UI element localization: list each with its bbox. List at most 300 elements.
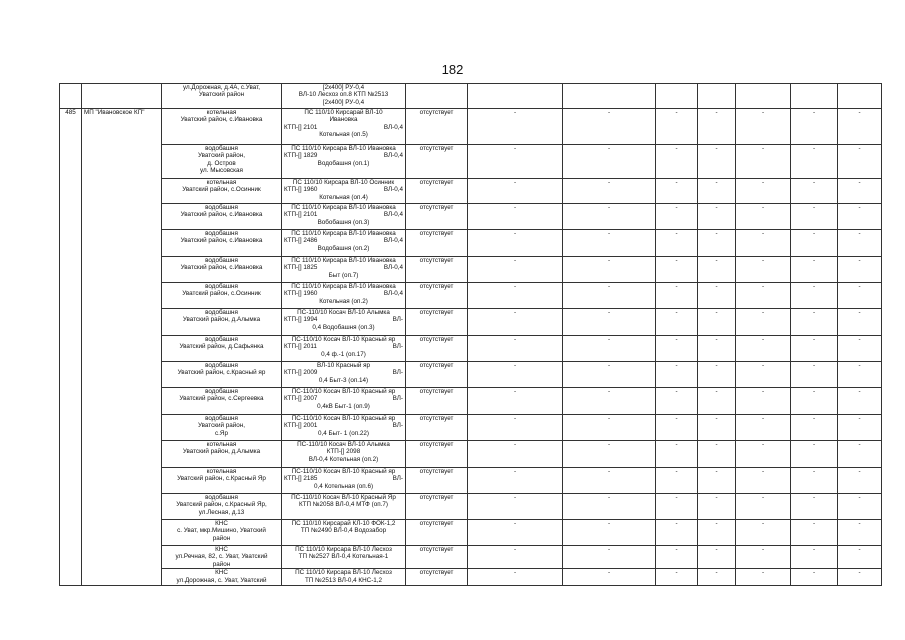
source-line: Водобашня (оп.2) xyxy=(317,244,370,252)
value-cell: - xyxy=(736,546,791,569)
text-line: водобашня xyxy=(205,336,238,343)
location-cell xyxy=(162,388,282,415)
value-cell: - xyxy=(563,569,656,586)
text-line: водобашня xyxy=(205,362,238,369)
value-cell: - xyxy=(791,546,838,569)
source-line xyxy=(284,316,403,323)
row-number: 485 xyxy=(60,109,82,586)
source-line xyxy=(284,237,403,244)
source-line: ТП №2490 ВЛ-0,4 Водозабор xyxy=(300,527,387,535)
text-line: Уватский район, д.Алымка xyxy=(182,316,261,324)
source-line xyxy=(284,264,403,271)
power-source-cell xyxy=(282,415,406,441)
source-line: ПС 110/10 Кирсарай ВЛ-10 xyxy=(304,109,383,116)
value-cell: - xyxy=(698,569,736,586)
empty-cell xyxy=(698,84,736,109)
source-line: Котельная (оп.2) xyxy=(319,297,368,305)
value-cell: - xyxy=(468,257,563,283)
status-cell: отсутствует xyxy=(406,569,468,586)
value-cell: - xyxy=(563,257,656,283)
text-line: Уватский район, с.Ивановка xyxy=(180,116,263,124)
text-line: ул.Дорожная, д.4А, с.Уват, xyxy=(182,84,261,91)
power-source-cell xyxy=(282,204,406,230)
value-cell: - xyxy=(468,145,563,179)
value-cell: - xyxy=(563,204,656,230)
text-line: Уватский район, д.Сафьянка xyxy=(179,343,264,351)
location-cell xyxy=(162,179,282,204)
source-line xyxy=(284,124,403,131)
value-cell: - xyxy=(838,468,882,494)
empty-cell xyxy=(736,84,791,109)
value-cell: - xyxy=(468,546,563,569)
value-cell: - xyxy=(791,204,838,230)
source-line: ПС 110/10 Кирсара ВЛ-10 Осинник xyxy=(292,179,395,186)
source-line xyxy=(284,186,403,193)
status-cell: отсутствует xyxy=(406,204,468,230)
power-source-cell xyxy=(282,569,406,586)
text-line: КНС xyxy=(215,546,228,553)
value-cell: - xyxy=(468,569,563,586)
source-line: ПС 110/10 Кирсара ВЛ-10 Ивановка xyxy=(291,283,396,290)
value-cell: - xyxy=(656,520,698,546)
table-row xyxy=(60,109,882,145)
power-source-cell xyxy=(282,546,406,569)
value-cell: - xyxy=(736,441,791,468)
value-cell: - xyxy=(791,468,838,494)
status-cell: отсутствует xyxy=(406,362,468,388)
location-cell xyxy=(162,362,282,388)
source-part: КТП-[] 2009 xyxy=(284,369,318,377)
location-cell xyxy=(162,415,282,441)
table-row xyxy=(60,546,882,569)
text-line: ул. Мысовская xyxy=(200,167,243,175)
source-line: ПС-110/10 Косач ВЛ-10 Красный Яр xyxy=(291,494,396,501)
power-source-cell xyxy=(282,362,406,388)
value-cell: - xyxy=(563,179,656,204)
status-cell: отсутствует xyxy=(406,415,468,441)
value-cell: - xyxy=(656,230,698,257)
source-line: [2х400] РУ-0,4 xyxy=(322,98,365,106)
source-line: ПС-110/10 Косач ВЛ-10 Красный яр xyxy=(291,415,396,422)
value-cell: - xyxy=(468,336,563,362)
source-line: [2х400] РУ-0,4 xyxy=(322,84,365,91)
value-cell: - xyxy=(656,257,698,283)
location-cell xyxy=(162,283,282,309)
status-cell: отсутствует xyxy=(406,494,468,520)
value-cell: - xyxy=(563,109,656,145)
table-row xyxy=(60,494,882,520)
text-line: ул.Дорожная, с. Уват, Уватский xyxy=(176,576,267,584)
value-cell: - xyxy=(563,415,656,441)
value-cell: - xyxy=(736,520,791,546)
value-cell: - xyxy=(791,336,838,362)
source-part: КТП-[] 2001 xyxy=(284,422,318,430)
status-cell: отсутствует xyxy=(406,257,468,283)
value-cell: - xyxy=(656,494,698,520)
value-cell: - xyxy=(698,309,736,336)
value-cell: - xyxy=(736,283,791,309)
status-cell: отсутствует xyxy=(406,520,468,546)
value-cell: - xyxy=(563,441,656,468)
text-line: Уватский район, с.Красный Яр, xyxy=(176,501,267,509)
power-source-cell xyxy=(282,520,406,546)
value-cell: - xyxy=(838,309,882,336)
value-cell: - xyxy=(698,468,736,494)
source-part: ВЛ-0,4 xyxy=(383,186,403,194)
value-cell: - xyxy=(698,109,736,145)
value-cell: - xyxy=(656,388,698,415)
value-cell: - xyxy=(656,179,698,204)
status-cell: отсутствует xyxy=(406,441,468,468)
source-line xyxy=(284,369,403,376)
value-cell: - xyxy=(791,494,838,520)
source-part: ВЛ- xyxy=(392,316,403,324)
source-line: ПС 110/10 Кирсара ВЛ-10 Ивановка xyxy=(291,257,396,264)
source-line xyxy=(284,475,403,482)
source-part: ВЛ- xyxy=(392,475,403,483)
text-line: с.Яр xyxy=(215,429,228,437)
text-line: с. Уват, мкр.Мишино, Уватский xyxy=(177,527,266,535)
location-cell xyxy=(162,84,282,109)
value-cell: - xyxy=(838,204,882,230)
source-part: ВЛ-0,4 xyxy=(383,152,403,160)
source-line: 0,4 Котельная (оп.6) xyxy=(313,482,374,490)
table-row xyxy=(60,520,882,546)
status-cell: отсутствует xyxy=(406,388,468,415)
value-cell: - xyxy=(468,388,563,415)
value-cell: - xyxy=(791,415,838,441)
value-cell: - xyxy=(736,388,791,415)
source-line: ТП №2513 ВЛ-0,4 КНС-1,2 xyxy=(304,576,383,584)
text-line: район xyxy=(212,560,231,568)
text-line: Уватский район, с.Сергеевка xyxy=(179,395,264,403)
value-cell: - xyxy=(656,309,698,336)
text-line: Уватский район, с.Красный яр xyxy=(177,369,266,377)
source-line xyxy=(284,152,403,159)
text-line: Уватский район, xyxy=(197,152,246,160)
value-cell: - xyxy=(838,415,882,441)
source-part: ВЛ- xyxy=(392,422,403,430)
status-cell: отсутствует xyxy=(406,230,468,257)
source-line: 0,4 Быт- 1 (оп.22) xyxy=(317,429,369,437)
value-cell: - xyxy=(656,569,698,586)
organization-name: МП "Ивановское КП" xyxy=(82,109,162,586)
value-cell: - xyxy=(736,179,791,204)
value-cell: - xyxy=(656,204,698,230)
source-part: ВЛ- xyxy=(392,343,403,351)
value-cell: - xyxy=(656,336,698,362)
text-line: водобашня xyxy=(205,415,238,422)
source-part: КТП-[] 1960 xyxy=(284,186,318,194)
source-line xyxy=(284,211,403,218)
value-cell: - xyxy=(468,309,563,336)
text-line: Уватский район, д.Алымка xyxy=(182,448,261,456)
number-cell xyxy=(60,84,82,109)
source-line: ПС 110/10 Кирсара ВЛ-10 Ивановка xyxy=(291,230,396,237)
text-line: Уватский район, с.Красный Яр xyxy=(177,475,266,483)
status-cell: отсутствует xyxy=(406,109,468,145)
value-cell: - xyxy=(468,415,563,441)
value-cell: - xyxy=(698,230,736,257)
value-cell: - xyxy=(656,441,698,468)
source-line: Водобашня (оп.1) xyxy=(317,159,370,167)
value-cell: - xyxy=(698,257,736,283)
source-part: КТП-[] 2486 xyxy=(284,237,318,245)
source-line: ПС-110/10 Косач ВЛ-10 Алымка xyxy=(297,309,390,316)
value-cell: - xyxy=(698,362,736,388)
table-row xyxy=(60,204,882,230)
table-row xyxy=(60,283,882,309)
empty-cell xyxy=(791,84,838,109)
source-line: 0,4 ф.-1 (оп.17) xyxy=(321,350,366,358)
value-cell: - xyxy=(656,109,698,145)
value-cell: - xyxy=(656,415,698,441)
empty-cell xyxy=(656,84,698,109)
value-cell: - xyxy=(656,362,698,388)
power-source-cell xyxy=(282,336,406,362)
value-cell: - xyxy=(468,204,563,230)
value-cell: - xyxy=(468,520,563,546)
source-line: ТП №2527 ВЛ-0,4 Котельная-1 xyxy=(298,553,389,561)
value-cell: - xyxy=(736,336,791,362)
value-cell: - xyxy=(698,283,736,309)
value-cell: - xyxy=(791,257,838,283)
value-cell: - xyxy=(698,204,736,230)
location-cell xyxy=(162,569,282,586)
text-line: Уватский район, xyxy=(197,422,246,430)
location-cell xyxy=(162,145,282,179)
location-cell xyxy=(162,546,282,569)
text-line: КНС xyxy=(215,569,228,577)
power-supply-table xyxy=(59,83,882,586)
location-cell xyxy=(162,109,282,145)
power-source-cell xyxy=(282,179,406,204)
value-cell: - xyxy=(736,468,791,494)
power-source-cell xyxy=(282,230,406,257)
source-line: ПС-110/10 Косач ВЛ-10 Красный яр xyxy=(291,388,396,395)
table-row xyxy=(60,84,882,109)
source-line xyxy=(284,343,403,350)
value-cell: - xyxy=(791,230,838,257)
power-source-cell xyxy=(282,257,406,283)
empty-cell xyxy=(468,84,563,109)
location-cell xyxy=(162,230,282,257)
value-cell: - xyxy=(563,388,656,415)
text-line: котельная xyxy=(206,441,237,448)
source-part: ВЛ-0,4 xyxy=(383,211,403,219)
location-cell xyxy=(162,336,282,362)
table-row xyxy=(60,230,882,257)
source-line xyxy=(284,290,403,297)
status-cell: отсутствует xyxy=(406,309,468,336)
empty-cell xyxy=(563,84,656,109)
power-source-cell xyxy=(282,84,406,109)
power-source-cell xyxy=(282,494,406,520)
value-cell: - xyxy=(468,494,563,520)
value-cell: - xyxy=(736,230,791,257)
source-line: ПС 110/10 Кирсарай КЛ-10 ФОК-1,2 xyxy=(291,520,396,527)
value-cell: - xyxy=(791,309,838,336)
value-cell: - xyxy=(563,546,656,569)
value-cell: - xyxy=(468,179,563,204)
value-cell: - xyxy=(838,109,882,145)
source-line: ВЛ-10 Лесхоз оп.8 КТП №2513 xyxy=(298,91,389,99)
value-cell: - xyxy=(468,230,563,257)
table-row xyxy=(60,179,882,204)
value-cell: - xyxy=(791,362,838,388)
value-cell: - xyxy=(656,283,698,309)
location-cell xyxy=(162,309,282,336)
value-cell: - xyxy=(468,441,563,468)
source-line: Ивановка xyxy=(329,116,358,124)
status-cell: отсутствует xyxy=(406,468,468,494)
table-row xyxy=(60,388,882,415)
value-cell: - xyxy=(563,283,656,309)
value-cell: - xyxy=(468,109,563,145)
table-row xyxy=(60,336,882,362)
source-line: ПС 110/10 Кирсара ВЛ-10 Лесхоз xyxy=(295,546,392,553)
text-line: водобашня xyxy=(205,309,238,316)
value-cell: - xyxy=(791,179,838,204)
text-line: КНС xyxy=(215,520,228,527)
value-cell: - xyxy=(791,109,838,145)
value-cell: - xyxy=(656,468,698,494)
source-part: ВЛ-0,4 xyxy=(383,290,403,298)
source-part: ВЛ- xyxy=(392,395,403,403)
value-cell: - xyxy=(791,569,838,586)
text-line: Уватский район, с.Осинник xyxy=(182,186,261,194)
value-cell: - xyxy=(838,336,882,362)
value-cell: - xyxy=(736,109,791,145)
value-cell: - xyxy=(563,362,656,388)
value-cell: - xyxy=(736,257,791,283)
source-part: КТП-[] 2101 xyxy=(284,123,318,131)
source-part: ВЛ-0,4 xyxy=(383,264,403,272)
power-source-cell xyxy=(282,468,406,494)
value-cell: - xyxy=(468,362,563,388)
power-source-cell xyxy=(282,309,406,336)
value-cell: - xyxy=(468,468,563,494)
value-cell: - xyxy=(563,309,656,336)
text-line: Уватский район, с.Ивановка xyxy=(180,237,263,245)
table-row xyxy=(60,415,882,441)
text-line: водобашня xyxy=(205,283,238,290)
value-cell: - xyxy=(468,283,563,309)
value-cell: - xyxy=(791,145,838,179)
source-part: КТП-[] 2185 xyxy=(284,475,318,483)
table-row xyxy=(60,309,882,336)
value-cell: - xyxy=(838,145,882,179)
location-cell xyxy=(162,520,282,546)
location-cell xyxy=(162,257,282,283)
table-row xyxy=(60,145,882,179)
power-source-cell xyxy=(282,283,406,309)
value-cell: - xyxy=(563,230,656,257)
source-line: КТП-[] 2098 xyxy=(326,448,361,456)
power-source-cell xyxy=(282,109,406,145)
value-cell: - xyxy=(838,283,882,309)
value-cell: - xyxy=(563,520,656,546)
value-cell: - xyxy=(838,441,882,468)
status-cell: отсутствует xyxy=(406,179,468,204)
value-cell: - xyxy=(791,283,838,309)
value-cell: - xyxy=(838,257,882,283)
text-line: Уватский район xyxy=(198,91,245,99)
text-line: водобашня xyxy=(205,204,238,211)
source-line: Быт (оп.7) xyxy=(328,271,359,279)
value-cell: - xyxy=(736,309,791,336)
source-line: Котельная (оп.5) xyxy=(319,131,368,139)
text-line: водобашня xyxy=(205,230,238,237)
source-part: КТП-[] 2007 xyxy=(284,395,318,403)
text-line: Уватский район, с.Ивановка xyxy=(180,264,263,272)
text-line: ул.Лесная, д.13 xyxy=(198,508,245,516)
power-source-cell xyxy=(282,441,406,468)
value-cell: - xyxy=(563,468,656,494)
status-cell: отсутствует xyxy=(406,546,468,569)
value-cell: - xyxy=(838,494,882,520)
source-line: Вобобашня (оп.3) xyxy=(317,218,370,226)
location-cell xyxy=(162,441,282,468)
source-part: КТП-[] 2101 xyxy=(284,211,318,219)
value-cell: - xyxy=(791,520,838,546)
value-cell: - xyxy=(838,388,882,415)
status-cell: отсутствует xyxy=(406,336,468,362)
table-row xyxy=(60,441,882,468)
value-cell: - xyxy=(563,494,656,520)
value-cell: - xyxy=(736,204,791,230)
value-cell: - xyxy=(838,179,882,204)
source-line: ВЛ-0,4 Котельная (оп.2) xyxy=(308,455,379,463)
text-line: Уватский район, с.Осинник xyxy=(182,290,261,298)
value-cell: - xyxy=(698,145,736,179)
text-line: котельная xyxy=(206,109,237,116)
source-part: КТП-[] 1825 xyxy=(284,264,318,272)
value-cell: - xyxy=(736,362,791,388)
source-part: ВЛ-0,4 xyxy=(383,237,403,245)
text-line: Уватский район, с.Ивановка xyxy=(180,211,263,219)
status-cell: отсутствует xyxy=(406,283,468,309)
value-cell: - xyxy=(838,362,882,388)
source-part: КТП-[] 1829 xyxy=(284,152,318,160)
text-line: д. Остров xyxy=(207,159,236,167)
source-line: ПС 110/10 Кирсара ВЛ-10 Лесхоз xyxy=(295,569,392,577)
text-line: водобашня xyxy=(205,494,238,501)
value-cell: - xyxy=(698,520,736,546)
source-line: ПС 110/10 Кирсара ВЛ-10 Ивановка xyxy=(291,145,396,152)
source-line: ПС-110/10 Косач ВЛ-10 Красный яр xyxy=(291,468,396,475)
value-cell: - xyxy=(656,546,698,569)
value-cell: - xyxy=(838,569,882,586)
source-line: 0,4кВ Быт-1 (оп.9) xyxy=(317,402,370,410)
value-cell: - xyxy=(698,546,736,569)
source-part: ВЛ- xyxy=(392,369,403,377)
value-cell: - xyxy=(698,494,736,520)
value-cell: - xyxy=(698,388,736,415)
source-part: КТП-[] 1994 xyxy=(284,316,318,324)
source-part: ВЛ-0,4 xyxy=(383,123,403,131)
value-cell: - xyxy=(563,145,656,179)
value-cell: - xyxy=(791,388,838,415)
value-cell: - xyxy=(736,145,791,179)
text-line: котельная xyxy=(206,468,237,475)
source-line: 0,4 Быт-3 (оп.14) xyxy=(318,376,369,384)
value-cell: - xyxy=(838,520,882,546)
location-cell xyxy=(162,204,282,230)
source-line: ВЛ-10 Красный яр xyxy=(316,362,371,369)
table-row xyxy=(60,257,882,283)
source-line: ПС-110/10 Косач ВЛ-10 Красный яр xyxy=(291,336,396,343)
